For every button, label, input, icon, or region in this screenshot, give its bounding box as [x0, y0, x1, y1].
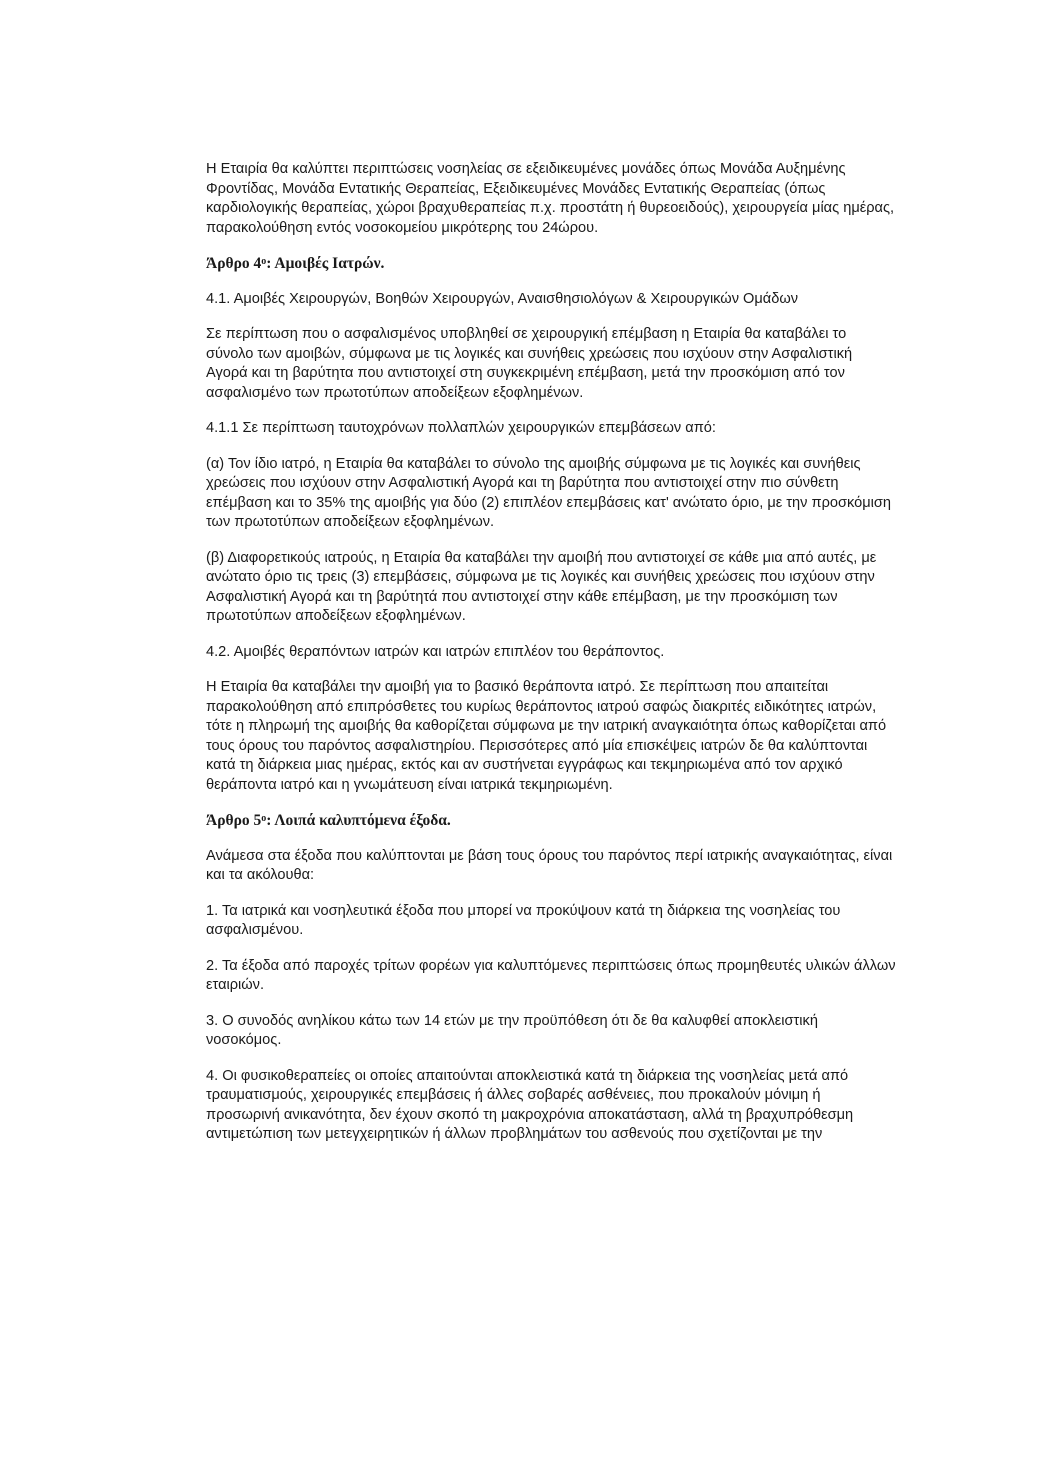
- heading-article-4-ordinal: ο: [261, 256, 267, 267]
- heading-article-5-prefix: Άρθρο 5: [206, 812, 262, 829]
- paragraph-5-intro: Ανάμεσα στα έξοδα που καλύπτονται με βάση τους όρους του παρόντος περί ιατρικής αναγκαιότητας, είναι και τα ακόλουθα:: [206, 847, 893, 883]
- heading-article-5: [206, 811, 896, 831]
- heading-article-5-title: : Λοιπά καλυπτόμενα έξοδα.: [266, 812, 451, 829]
- document-page: [206, 160, 896, 1161]
- heading-article-4-title: : Αμοιβές Ιατρών.: [266, 255, 385, 272]
- paragraph-4-2-body: Η Εταιρία θα καταβάλει την αμοιβή για το βασικό θεράποντα ιατρό. Σε περίπτωση που απαιτείται παρακολούθηση από επιπρόσθετες του κυρίως θεράποντος ιατρού σαφώς διακριτές ειδικότητες ιατρών, τότε η πληρωμή της αμοιβής θα καθορίζεται σύμφωνα με την ιατρική αναγκαιότητα όπως καθορίζεται από τους όρους του παρόντος ασφαλιστηρίου. Περισσότερες από μία επισκέψεις ιατρών δε θα καλύπτονται κατά τη διάρκεια μιας ημέρας, εκτός και αν συστήνεται εγγράφως και τεκμηριωμένα από τον αρχικό θεράποντα ιατρό και η γνωμάτευση είναι ιατρικά τεκμηριωμένη.: [206, 679, 887, 793]
- paragraph-4-1-1: 4.1.1 Σε περίπτωση ταυτοχρόνων πολλαπλών χειρουργικών επεμβάσεων από:: [206, 420, 716, 436]
- paragraph-b: (β) Διαφορετικούς ιατρούς, η Εταιρία θα καταβάλει την αμοιβή που αντιστοιχεί σε κάθε μια από αυτές, με ανώτατο όριο τις τρεις (3) επεμβάσεις, σύμφωνα με τις λογικές και συνήθεις χρεώσεις που ισχύουν στην Ασφαλιστική Αγορά και τη βαρύτητά που αντιστοιχεί στην κάθε επέμβαση, με την προσκόμιση των πρωτοτύπων αποδείξεων εξοφλημένων.: [206, 549, 877, 624]
- paragraph-5-1: 1. Τα ιατρικά και νοσηλευτικά έξοδα που μπορεί να προκύψουν κατά τη διάρκεια της νοσηλείας του ασφαλισμένου.: [206, 902, 841, 938]
- paragraph-5-2: 2. Τα έξοδα από παροχές τρίτων φορέων για καλυπτόμενες περιπτώσεις όπως προμηθευτές υλικών άλλων εταιριών.: [206, 957, 896, 993]
- heading-article-4: [206, 254, 896, 274]
- heading-article-5-ordinal: ο: [261, 813, 267, 824]
- heading-article-4-prefix: Άρθρο 4: [206, 255, 262, 272]
- paragraph-5-4: 4. Οι φυσικοθεραπείες οι οποίες απαιτούνται αποκλειστικά κατά τη διάρκεια της νοσηλείας μετά από τραυματισμούς, χειρουργικές επεμβάσεις ή άλλες σοβαρές ασθένειες, που προκαλούν μόνιμη ή προσωρινή ανικανότητα, δεν έχουν σκοπό τη μακροχρόνια αποκατάσταση, αλλά τη βραχυπρόθεσμη αντιμετώπιση των μετεγχειρητικών ή άλλων προβλημάτων του ασθενούς που σχετίζονται με την: [206, 1067, 854, 1142]
- paragraph-5-3: 3. Ο συνοδός ανηλίκου κάτω των 14 ετών με την προϋπόθεση ότι δε θα καλυφθεί αποκλειστική νοσοκόμος.: [206, 1012, 818, 1048]
- paragraph-4-2: 4.2. Αμοιβές θεραπόντων ιατρών και ιατρών επιπλέον του θεράποντος.: [206, 643, 665, 660]
- paragraph-intro: Η Εταιρία θα καλύπτει περιπτώσεις νοσηλείας σε εξειδικευμένες μονάδες όπως Μονάδα Αυξημένης Φροντίδας, Μονάδα Εντατικής Θεραπείας, Εξειδικευμένες Μονάδες Εντατικής Θεραπείας (όπως καρδιολογικής θεραπείας, χώροι βραχυθεραπείας π.χ. προστάτη ή θυρεοειδούς), χειρουργεία μίας ημέρας, παρακολούθηση εντός νοσοκομείου μικρότερης του 24ώρου.: [206, 161, 895, 236]
- paragraph-a: (α) Τον ίδιο ιατρό, η Εταιρία θα καταβάλει το σύνολο της αμοιβής σύμφωνα με τις λογικές και συνήθεις χρεώσεις που ισχύουν στην Ασφαλιστική Αγορά και τη βαρύτητα που αντιστοιχεί στην πιο σύνθετη επέμβαση και το 35% της αμοιβής για δύο (2) επιπλέον επεμβάσεις κατ' ανώτατο όριο, με την προσκόμιση των πρωτοτύπων αποδείξεων εξοφλημένων.: [206, 455, 892, 530]
- paragraph-4-1: 4.1. Αμοιβές Χειρουργών, Βοηθών Χειρουργών, Αναισθησιολόγων & Χειρουργικών Ομάδων: [206, 290, 799, 307]
- paragraph-4-1-body: Σε περίπτωση που ο ασφαλισμένος υποβληθεί σε χειρουργική επέμβαση η Εταιρία θα καταβάλει το σύνολο των αμοιβών, σύμφωνα με τις λογικές και συνήθεις χρεώσεις που ισχύουν στην Ασφαλιστική Αγορά και τη βαρύτητα που αντιστοιχεί στη συγκεκριμένη επέμβαση, μετά την προσκόμιση από τον ασφαλισμένο των πρωτοτύπων αποδείξεων εξοφλημένων.: [206, 326, 853, 401]
